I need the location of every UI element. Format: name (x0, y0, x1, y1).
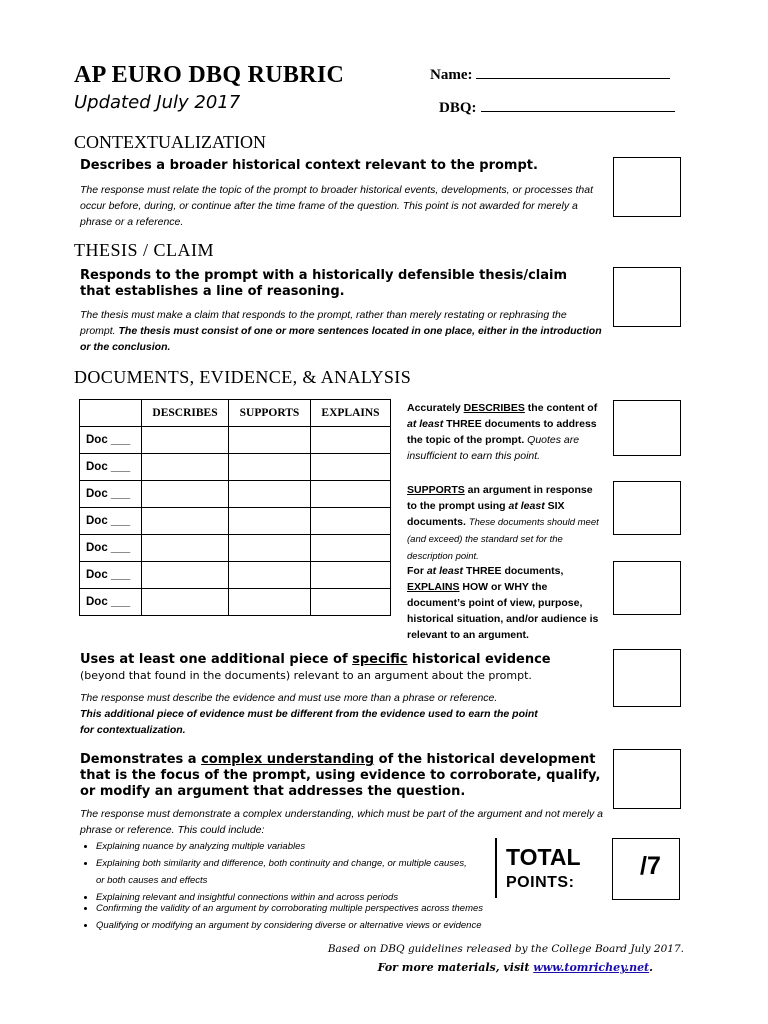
describes-text-a: Accurately (407, 402, 464, 414)
doc-row-label: Doc ___ (80, 481, 142, 508)
supports-text-d: SIX documents. (407, 500, 565, 528)
explains-cell[interactable] (311, 427, 391, 454)
explains-criterion (407, 563, 605, 643)
describes-cell[interactable] (142, 562, 229, 589)
thesis-desc-normal: The thesis must make a claim that responds to the prompt, rather than merely restating or rephrasing the prompt. (80, 309, 567, 337)
describes-cell[interactable] (142, 454, 229, 481)
describes-cell[interactable] (142, 535, 229, 562)
supports-cell[interactable] (229, 589, 311, 616)
evidence-score-box[interactable] (613, 649, 681, 707)
table-row (80, 427, 391, 454)
describes-score-box[interactable] (613, 400, 681, 456)
footer-link-line (378, 961, 653, 974)
website-link[interactable]: www.tomrichey.net (533, 961, 650, 974)
doc-row-label: Doc ___ (80, 562, 142, 589)
supports-cell[interactable] (229, 454, 311, 481)
evidence-desc-normal: The response must describe the evidence and must use more than a phrase or reference. (80, 692, 498, 704)
table-row (80, 454, 391, 481)
name-blank-line[interactable] (476, 64, 670, 79)
describes-criterion (407, 400, 605, 464)
evidence-title-c: historical evidence (407, 652, 551, 667)
explains-text-b: at least (426, 565, 464, 577)
column-header-describes: DESCRIBES (142, 400, 229, 427)
doc-row-label: Doc ___ (80, 454, 142, 481)
total-label-line1: TOTAL (506, 844, 581, 870)
evidence-desc (80, 690, 540, 738)
table-row (80, 562, 391, 589)
documents-heading: DOCUMENTS, EVIDENCE, & ANALYSIS (74, 367, 412, 387)
list-item: • Explaining nuance by analyzing multiple variables (96, 838, 470, 855)
supports-text-b: an argument in response to the prompt using (407, 484, 593, 512)
column-header-supports: SUPPORTS (229, 400, 311, 427)
supports-text-a: SUPPORTS (407, 484, 465, 496)
complexity-title-c: of the historical development that is the focus of the prompt, using evidence to corroborate, qualify, or modify an argument that addresses the question. (80, 752, 601, 799)
describes-text-d: at least (407, 418, 444, 430)
supports-score-box[interactable] (613, 481, 681, 535)
total-label (506, 844, 581, 896)
table-row (80, 535, 391, 562)
complexity-title-b: complex understanding (201, 752, 375, 767)
describes-text-b: DESCRIBES (463, 402, 525, 414)
doc-row-label: Doc ___ (80, 589, 142, 616)
page-subtitle: Updated July 2017 (74, 92, 241, 113)
complexity-title-a: Demonstrates a (80, 752, 202, 767)
contextualization-desc: The response must relate the topic of the prompt to broader historical events, developments, or processes that occur before, during, or continue after the time frame of the question. This point is not awarded for merely a phrase or a reference. (80, 184, 594, 228)
list-item: • Confirming the validity of an argument by corroborating multiple perspectives across themes (96, 900, 608, 917)
documents-table (79, 399, 391, 616)
total-score: /7 (640, 852, 661, 880)
footer-link-suffix: . (649, 961, 653, 974)
explains-score-box[interactable] (613, 561, 681, 615)
column-header-explains: EXPLAINS (311, 400, 391, 427)
explains-cell[interactable] (311, 454, 391, 481)
table-row (80, 481, 391, 508)
table-row (80, 508, 391, 535)
complexity-title (80, 752, 610, 800)
name-label: Name: (430, 67, 473, 83)
supports-text-c: at least (508, 500, 545, 512)
footer-link-prefix: For more materials, visit (377, 961, 534, 974)
explains-text-a: For (407, 565, 427, 577)
doc-row-label: Doc ___ (80, 535, 142, 562)
explains-cell[interactable] (311, 508, 391, 535)
dbq-blank-line[interactable] (481, 97, 675, 112)
total-label-line2: POINTS: (506, 874, 575, 891)
thesis-title: Responds to the prompt with a historically defensible thesis/claim that establishes a line of reasoning. (80, 268, 568, 299)
complexity-score-box[interactable] (613, 749, 681, 809)
supports-cell[interactable] (229, 427, 311, 454)
supports-cell[interactable] (229, 535, 311, 562)
describes-text-f: Quotes are insufficient to earn this point. (407, 434, 580, 462)
evidence-desc-bold: This additional piece of evidence must be different from the evidence used to earn the point for contextualization. (80, 708, 538, 736)
evidence-title-b: specific (352, 652, 408, 667)
describes-cell[interactable] (142, 427, 229, 454)
name-field[interactable] (430, 64, 670, 84)
dbq-label: DBQ: (439, 100, 477, 116)
complexity-bullet-list (80, 838, 470, 906)
explains-text-e: HOW or WHY the document’s point of view, purpose, historical situation, and/or audience is relevant to an argument. (407, 581, 599, 641)
explains-cell[interactable] (311, 589, 391, 616)
contextualization-heading: CONTEXTUALIZATION (74, 132, 266, 152)
describes-cell[interactable] (142, 589, 229, 616)
dbq-field[interactable] (439, 97, 675, 117)
table-row (80, 589, 391, 616)
doc-row-label: Doc ___ (80, 427, 142, 454)
describes-cell[interactable] (142, 481, 229, 508)
supports-text-e: These documents should meet (and exceed) the standard set for the description point. (407, 517, 599, 562)
explains-cell[interactable] (311, 562, 391, 589)
supports-criterion (407, 482, 605, 565)
describes-cell[interactable] (142, 508, 229, 535)
evidence-title-a: Uses at least one additional piece of (80, 652, 353, 667)
contextualization-score-box[interactable] (613, 157, 681, 217)
table-header-row (80, 400, 391, 427)
thesis-score-box[interactable] (613, 267, 681, 327)
evidence-subtitle: (beyond that found in the documents) relevant to an argument about the prompt. (80, 669, 532, 682)
list-item: • Explaining relevant and insightful connections within and across periods (96, 889, 470, 906)
supports-cell[interactable] (229, 562, 311, 589)
footer-credit: Based on DBQ guidelines released by the College Board July 2017. (327, 943, 684, 955)
table-corner-cell (80, 400, 142, 427)
contextualization-title: Describes a broader historical context relevant to the prompt. (80, 158, 538, 173)
thesis-desc (80, 307, 602, 355)
doc-row-label: Doc ___ (80, 508, 142, 535)
list-item: • Qualifying or modifying an argument by considering diverse or alternative views or evidence (96, 917, 608, 934)
evidence-title (80, 652, 600, 667)
thesis-heading: THESIS / CLAIM (74, 240, 215, 260)
supports-cell[interactable] (229, 508, 311, 535)
page-title: AP EURO DBQ RUBRIC (74, 62, 345, 88)
describes-text-c: the content of (524, 402, 598, 414)
explains-cell[interactable] (311, 481, 391, 508)
total-divider (495, 838, 497, 898)
complexity-desc: The response must demonstrate a complex understanding, which must be part of the argument and not merely a phrase or reference. This could include: (80, 808, 603, 836)
supports-cell[interactable] (229, 481, 311, 508)
complexity-bullet-list-cont (80, 900, 608, 934)
list-item: • Explaining both similarity and difference, both continuity and change, or multiple causes, or both causes and effects (96, 855, 470, 889)
explains-cell[interactable] (311, 535, 391, 562)
explains-text-c: THREE documents, (463, 565, 564, 577)
describes-text-e: THREE documents to address the topic of the prompt. (407, 418, 597, 446)
thesis-desc-bold: The thesis must consist of one or more sentences located in one place, either in the introduction or the conclusion. (80, 325, 602, 353)
explains-text-d: EXPLAINS (407, 581, 460, 593)
